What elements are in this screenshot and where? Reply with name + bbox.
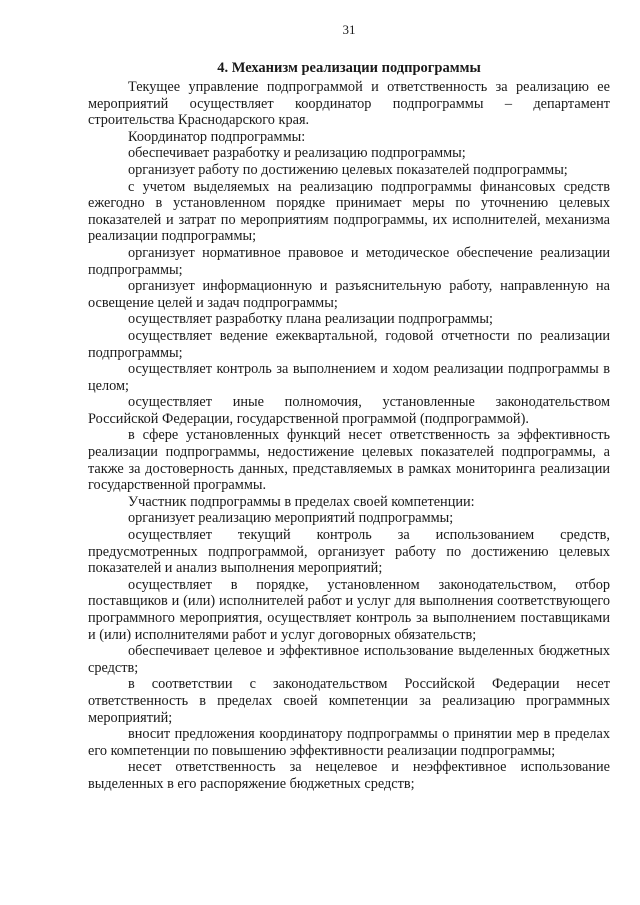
paragraph-participant-item: осуществляет в порядке, установленном законодательством, отбор поставщиков и (или) исполнителей работ и услуг для выполнения соответствующего программного мероприятия, осуществляет контроль за выполнением поставщиками и (или) исполнителями работ и услуг договорных обязательств; <box>88 576 610 643</box>
paragraph-coordinator-item: с учетом выделяемых на реализацию подпрограммы финансовых средств ежегодно в установленном порядке принимает меры по уточнению целевых показателей и затрат по мероприятиям подпрограммы, их исполнителей, механизма реализации подпрограммы; <box>88 178 610 245</box>
paragraph-coordinator-intro: Координатор подпрограммы: <box>128 128 306 145</box>
paragraph-coordinator-item: осуществляет контроль за выполнением и ходом реализации подпрограммы в целом; <box>88 361 610 394</box>
paragraph-participant-item: вносит предложения координатору подпрограммы о принятии мер в пределах его компетенции по повышению эффективности реализации подпрограммы; <box>88 726 610 759</box>
paragraph-coordinator-item: организует информационную и разъяснительную работу, направленную на освещение целей и задач подпрограммы; <box>88 278 610 311</box>
paragraph-participant-item: несет ответственность за нецелевое и неэффективное использование выделенных в его распоряжение бюджетных средств; <box>88 759 610 792</box>
paragraph-participant-item: в соответствии с законодательством Российской Федерации несет ответственность в пределах своей компетенции за реализацию программных мероприятий; <box>88 676 610 726</box>
paragraph-coordinator-responsibility: в сфере установленных функций несет ответственность за эффективность реализации подпрограммы, недостижение целевых показателей подпрограммы, а также за достоверность данных, представляемых в рамках мониторинга реализации государственной программы. <box>88 427 610 494</box>
paragraph-coordinator-item: организует нормативное правовое и методическое обеспечение реализации подпрограммы; <box>88 244 610 278</box>
paragraph-coordinator-item: осуществляет ведение ежеквартальной, годовой отчетности по реализации подпрограммы; <box>88 327 610 361</box>
paragraph-coordinator-item: обеспечивает разработку и реализацию подпрограммы; <box>128 145 466 162</box>
paragraph-participant-item: обеспечивает целевое и эффективное использование выделенных бюджетных средств; <box>88 643 610 676</box>
paragraph-coordinator-item: осуществляет иные полномочия, установленные законодательством Российской Федерации, государственной программой (подпрограммой). <box>88 394 610 427</box>
paragraph-management: Текущее управление подпрограммой и ответственность за реализацию ее мероприятий осуществляет координатор подпрограммы – департамент строительства Краснодарского края. <box>88 79 610 129</box>
paragraph-participant-intro: Участник подпрограммы в пределах своей компетенции: <box>128 493 475 510</box>
page-number: 31 <box>342 22 356 37</box>
paragraph-participant-item: осуществляет текущий контроль за использованием средств, предусмотренных подпрограммой, организует работу по достижению целевых показателей и анализ выполнения мероприятий; <box>88 527 610 577</box>
paragraph-participant-item: организует реализацию мероприятий подпрограммы; <box>128 510 454 527</box>
paragraph-coordinator-item: организует работу по достижению целевых показателей подпрограммы; <box>128 161 568 178</box>
paragraph-coordinator-item: осуществляет разработку плана реализации подпрограммы; <box>128 311 493 328</box>
section-heading: 4. Механизм реализации подпрограммы <box>217 60 481 76</box>
